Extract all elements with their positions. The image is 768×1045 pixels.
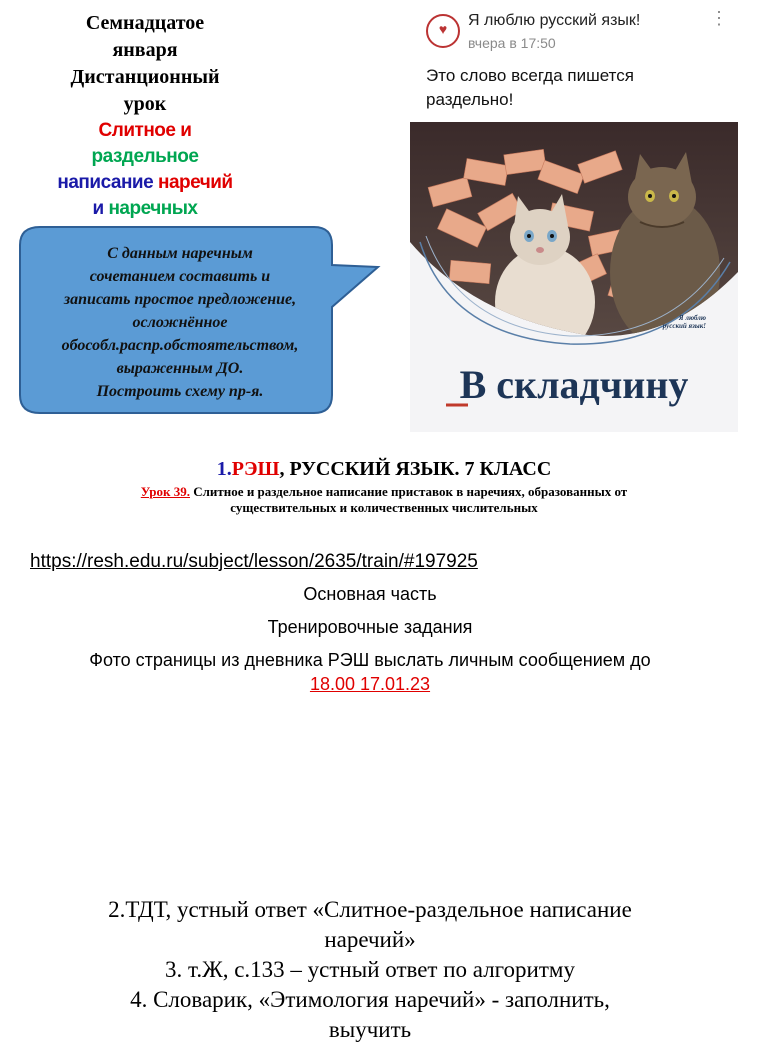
- lesson-link[interactable]: Урок 39.: [140, 484, 190, 499]
- more-options-icon[interactable]: ⋮: [710, 8, 728, 28]
- bubble-line-3: записать простое предложение,: [63, 291, 297, 308]
- topic-line-2: раздельное: [91, 146, 199, 167]
- social-post-card: [410, 0, 738, 432]
- topic-line-3: [20, 170, 270, 196]
- lesson-description-text-1: Слитное и раздельное написание приставок в наречиях, образованных от: [190, 484, 628, 499]
- lesson-description-line-1: [60, 484, 708, 500]
- topic-line-1: Слитное и: [98, 120, 192, 141]
- post-text: [426, 64, 726, 112]
- resh-url-link[interactable]: https://resh.edu.ru/subject/lesson/2635/train/#197925: [30, 551, 478, 572]
- task-2-line-2: наречий»: [324, 927, 416, 952]
- topic-word-writing: написание: [57, 172, 154, 193]
- lesson-type-line-1: Дистанционный: [70, 66, 220, 88]
- community-avatar[interactable]: ♥: [426, 14, 460, 48]
- topic-word-adverbial: наречных: [108, 198, 198, 219]
- bubble-line-6: выраженным ДО.: [116, 360, 244, 377]
- post-time: вчера в 17:50: [468, 35, 556, 51]
- post-text-line-2: раздельно!: [426, 90, 514, 109]
- photo-instruction: Фото страницы из дневника РЭШ выслать личным сообщением до: [89, 650, 651, 670]
- bubble-line-2: сочетанием составить и: [89, 268, 271, 285]
- resh-title: [0, 458, 768, 481]
- lesson-description-line-2: существительных и количественных числительных: [230, 500, 538, 515]
- date-line-2: января: [112, 39, 178, 61]
- task-3: 3. т.Ж, с.133 – устный ответ по алгоритму: [165, 957, 575, 982]
- bubble-line-4: осложнённое: [132, 314, 228, 331]
- bubble-line-7: Построить схему пр-я.: [96, 383, 264, 400]
- main-part-label: Основная часть: [303, 584, 437, 604]
- image-logo-line-1: Я люблю: [678, 314, 706, 322]
- training-tasks-label: Тренировочные задания: [267, 617, 473, 637]
- image-logo-line-2: русский язык!: [662, 322, 706, 330]
- deadline-line: [0, 674, 740, 695]
- resh-subject: , РУССКИЙ ЯЗЫК. 7 КЛАСС: [279, 458, 552, 480]
- image-caption: В складчину: [459, 362, 689, 407]
- lesson-type-line-2: урок: [123, 93, 167, 115]
- post-text-line-1: Это слово всегда пишется: [426, 66, 634, 85]
- bubble-line-5: обособл.распр.обстоятельством,: [61, 337, 299, 354]
- homework-tasks: [40, 895, 700, 1045]
- task-4: 4. Словарик, «Этимология наречий» - заполнить,: [130, 987, 610, 1012]
- lesson-description: [60, 484, 708, 516]
- resh-name: РЭШ: [231, 458, 280, 480]
- bubble-instruction: [30, 242, 330, 403]
- deadline-value: 18.00 17.01.23: [309, 674, 431, 694]
- task-2-line-1: 2.ТДТ, устный ответ «Слитное-раздельное написание: [108, 897, 632, 922]
- community-name[interactable]: Я люблю русский язык!: [468, 12, 641, 29]
- topic-word-and: и: [92, 198, 104, 219]
- topic-line-4: [20, 196, 270, 222]
- resh-number: 1.: [216, 458, 232, 480]
- task-4-line-2: выучить: [328, 1017, 412, 1042]
- date-line-1: Семнадцатое: [85, 12, 205, 34]
- topic-word-adverbs: наречий: [157, 172, 233, 193]
- post-image[interactable]: [410, 122, 738, 432]
- bubble-line-1: С данным наречным: [107, 245, 253, 262]
- lesson-heading-block: [20, 10, 270, 222]
